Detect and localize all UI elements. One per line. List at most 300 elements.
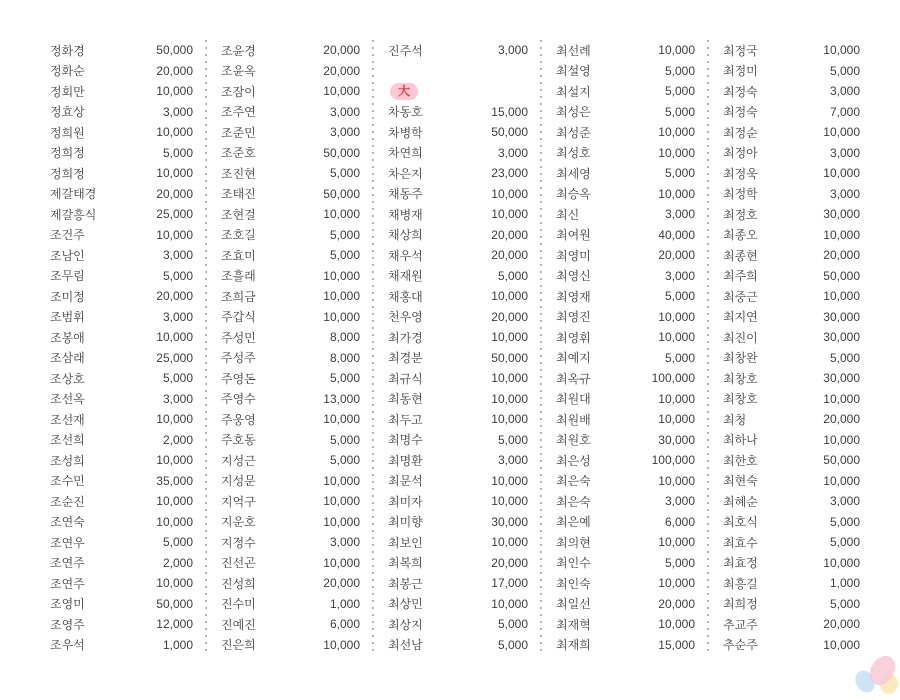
donation-amount: 5,000 bbox=[829, 350, 860, 365]
table-row bbox=[40, 471, 205, 492]
donor-name: 채우석 bbox=[388, 248, 423, 263]
donation-amount: 10,000 bbox=[156, 84, 193, 99]
table-row bbox=[707, 573, 872, 594]
donation-amount: 10,000 bbox=[156, 453, 193, 468]
donation-amount: 10,000 bbox=[823, 43, 860, 58]
donation-table bbox=[40, 40, 872, 655]
donation-amount: 10,000 bbox=[491, 412, 528, 427]
donor-name: 최동현 bbox=[388, 392, 423, 407]
donation-amount: 50,000 bbox=[491, 125, 528, 140]
ledger-column-3 bbox=[372, 40, 540, 655]
donor-name: 최인수 bbox=[556, 556, 591, 571]
table-row bbox=[205, 204, 372, 225]
donor-name: 최정숙 bbox=[723, 105, 758, 120]
donation-amount: 20,000 bbox=[658, 596, 695, 611]
table-row bbox=[40, 491, 205, 512]
donation-amount: 5,000 bbox=[664, 104, 695, 119]
donation-amount: 3,000 bbox=[497, 43, 528, 58]
table-row bbox=[372, 594, 540, 615]
donor-name: 정희원 bbox=[50, 125, 85, 140]
donor-name: 최선남 bbox=[388, 638, 423, 653]
donation-amount: 10,000 bbox=[156, 494, 193, 509]
table-row bbox=[205, 573, 372, 594]
table-row bbox=[205, 512, 372, 533]
table-row bbox=[40, 102, 205, 123]
donor-name: 최상민 bbox=[388, 597, 423, 612]
donor-name: 최청 bbox=[723, 412, 747, 427]
table-row bbox=[540, 122, 707, 143]
table-row bbox=[707, 430, 872, 451]
table-row bbox=[40, 225, 205, 246]
donor-name: 최은예 bbox=[556, 515, 591, 530]
table-row bbox=[205, 635, 372, 656]
donor-name: 주갑식 bbox=[221, 310, 256, 325]
donation-amount: 20,000 bbox=[323, 576, 360, 591]
table-row bbox=[372, 389, 540, 410]
donation-amount: 10,000 bbox=[491, 186, 528, 201]
donor-name: 최경분 bbox=[388, 351, 423, 366]
table-row bbox=[540, 614, 707, 635]
donation-amount: 20,000 bbox=[491, 227, 528, 242]
table-row bbox=[540, 40, 707, 61]
table-row bbox=[40, 143, 205, 164]
column-separator-dotted bbox=[707, 40, 709, 655]
donation-amount: 30,000 bbox=[658, 432, 695, 447]
donation-amount: 5,000 bbox=[664, 555, 695, 570]
donation-amount: 10,000 bbox=[491, 289, 528, 304]
donation-amount: 5,000 bbox=[497, 268, 528, 283]
donor-name: 정희정 bbox=[50, 166, 85, 181]
donor-name: 조진현 bbox=[221, 166, 256, 181]
table-row bbox=[540, 61, 707, 82]
donor-name: 조수민 bbox=[50, 474, 85, 489]
donor-name: 최정숙 bbox=[723, 84, 758, 99]
table-row bbox=[40, 430, 205, 451]
donation-amount: 100,000 bbox=[651, 453, 695, 468]
donor-name: 최성호 bbox=[556, 146, 591, 161]
donor-name: 정화경 bbox=[50, 43, 85, 58]
table-row bbox=[707, 348, 872, 369]
table-row bbox=[372, 204, 540, 225]
donation-amount: 10,000 bbox=[823, 391, 860, 406]
table-row bbox=[40, 573, 205, 594]
donor-name: 조성희 bbox=[50, 453, 85, 468]
donation-amount: 17,000 bbox=[491, 576, 528, 591]
donation-amount: 5,000 bbox=[664, 63, 695, 78]
donor-name: 조연주 bbox=[50, 576, 85, 591]
donation-amount: 10,000 bbox=[658, 391, 695, 406]
donation-amount: 20,000 bbox=[323, 43, 360, 58]
donor-name: 최미자 bbox=[388, 494, 423, 509]
table-row bbox=[372, 614, 540, 635]
donor-name: 채상희 bbox=[388, 228, 423, 243]
donor-name: 조연주 bbox=[50, 556, 85, 571]
ledger-column-5 bbox=[707, 40, 872, 655]
donation-amount: 10,000 bbox=[156, 412, 193, 427]
donation-amount: 10,000 bbox=[323, 555, 360, 570]
donation-amount: 5,000 bbox=[664, 166, 695, 181]
table-row bbox=[205, 553, 372, 574]
donor-name: 지운호 bbox=[221, 515, 256, 530]
table-row bbox=[540, 532, 707, 553]
table-row bbox=[540, 450, 707, 471]
donation-amount: 10,000 bbox=[156, 227, 193, 242]
donor-name: 최재희 bbox=[556, 638, 591, 653]
donation-amount: 20,000 bbox=[823, 412, 860, 427]
donation-amount: 10,000 bbox=[823, 166, 860, 181]
donor-name: 채재원 bbox=[388, 269, 423, 284]
donor-name: 최영진 bbox=[556, 310, 591, 325]
donation-amount: 10,000 bbox=[491, 596, 528, 611]
table-row bbox=[540, 81, 707, 102]
donation-amount: 5,000 bbox=[664, 84, 695, 99]
donor-name: 조선희 bbox=[50, 433, 85, 448]
table-row bbox=[40, 614, 205, 635]
donation-amount: 10,000 bbox=[823, 432, 860, 447]
table-row bbox=[707, 327, 872, 348]
donation-amount: 30,000 bbox=[823, 371, 860, 386]
donation-amount: 15,000 bbox=[491, 104, 528, 119]
donor-name: 제갈태경 bbox=[50, 187, 97, 202]
donor-name: 최정호 bbox=[723, 207, 758, 222]
donation-amount: 50,000 bbox=[323, 186, 360, 201]
donation-amount: 5,000 bbox=[329, 166, 360, 181]
donor-name: 지성근 bbox=[221, 453, 256, 468]
table-row bbox=[707, 40, 872, 61]
table-row bbox=[540, 327, 707, 348]
donation-amount: 3,000 bbox=[664, 207, 695, 222]
column-separator-dotted bbox=[205, 40, 207, 655]
table-row bbox=[707, 122, 872, 143]
table-row bbox=[540, 635, 707, 656]
table-row bbox=[372, 491, 540, 512]
donor-name: 최호식 bbox=[723, 515, 758, 530]
donor-name: 주성주 bbox=[221, 351, 256, 366]
donation-amount: 10,000 bbox=[658, 412, 695, 427]
donor-name: 최선례 bbox=[556, 43, 591, 58]
table-row bbox=[205, 245, 372, 266]
donation-amount: 1,000 bbox=[829, 576, 860, 591]
donation-amount: 5,000 bbox=[329, 432, 360, 447]
donor-name: 최원대 bbox=[556, 392, 591, 407]
donor-name: 조윤경 bbox=[221, 43, 256, 58]
donation-amount: 10,000 bbox=[491, 330, 528, 345]
donation-amount: 5,000 bbox=[329, 227, 360, 242]
donor-name: 최창호 bbox=[723, 371, 758, 386]
donation-amount: 8,000 bbox=[329, 350, 360, 365]
table-row bbox=[40, 348, 205, 369]
donation-amount: 10,000 bbox=[323, 289, 360, 304]
table-row bbox=[205, 102, 372, 123]
donation-amount: 10,000 bbox=[323, 514, 360, 529]
donor-name: 최일선 bbox=[556, 597, 591, 612]
donor-name: 조선옥 bbox=[50, 392, 85, 407]
donor-name: 최두고 bbox=[388, 412, 423, 427]
donor-name bbox=[372, 83, 474, 100]
donor-name: 정효상 bbox=[50, 105, 85, 120]
donation-amount: 6,000 bbox=[664, 514, 695, 529]
table-row bbox=[707, 143, 872, 164]
table-row bbox=[707, 184, 872, 205]
donation-amount: 3,000 bbox=[329, 535, 360, 550]
donation-amount: 3,000 bbox=[329, 125, 360, 140]
donation-amount: 5,000 bbox=[497, 637, 528, 652]
donation-amount: 5,000 bbox=[497, 432, 528, 447]
table-row bbox=[40, 286, 205, 307]
donor-name: 최옥규 bbox=[556, 371, 591, 386]
donation-amount: 10,000 bbox=[823, 227, 860, 242]
table-row bbox=[540, 245, 707, 266]
donor-name: 최원배 bbox=[556, 412, 591, 427]
donation-amount: 10,000 bbox=[658, 145, 695, 160]
donation-amount: 10,000 bbox=[156, 125, 193, 140]
table-row bbox=[707, 204, 872, 225]
table-row bbox=[205, 368, 372, 389]
table-row bbox=[372, 327, 540, 348]
table-row bbox=[540, 204, 707, 225]
donation-amount: 5,000 bbox=[329, 371, 360, 386]
donation-amount: 10,000 bbox=[658, 43, 695, 58]
table-row bbox=[707, 81, 872, 102]
table-row bbox=[540, 491, 707, 512]
table-row bbox=[205, 225, 372, 246]
donation-amount: 50,000 bbox=[823, 453, 860, 468]
donor-name: 최효정 bbox=[723, 556, 758, 571]
donation-amount: 10,000 bbox=[323, 637, 360, 652]
donor-name: 채홍대 bbox=[388, 289, 423, 304]
table-row bbox=[372, 266, 540, 287]
donation-amount: 10,000 bbox=[823, 125, 860, 140]
donor-name: 최세영 bbox=[556, 166, 591, 181]
donor-name: 차병학 bbox=[388, 125, 423, 140]
donation-amount: 5,000 bbox=[829, 514, 860, 529]
table-row bbox=[372, 40, 540, 61]
donor-name: 조효미 bbox=[221, 248, 256, 263]
donor-name: 조건주 bbox=[50, 228, 85, 243]
donation-amount: 50,000 bbox=[823, 268, 860, 283]
donor-name: 조흘래 bbox=[221, 269, 256, 284]
donor-name: 최영미 bbox=[556, 248, 591, 263]
donation-amount: 20,000 bbox=[658, 248, 695, 263]
donor-name: 천우영 bbox=[388, 310, 423, 325]
table-row bbox=[205, 471, 372, 492]
donation-amount: 3,000 bbox=[664, 268, 695, 283]
donation-amount: 10,000 bbox=[323, 84, 360, 99]
donation-amount: 35,000 bbox=[156, 473, 193, 488]
donation-amount: 3,000 bbox=[664, 494, 695, 509]
donor-name: 채동주 bbox=[388, 187, 423, 202]
donation-amount: 5,000 bbox=[829, 63, 860, 78]
table-row bbox=[372, 532, 540, 553]
donation-amount: 10,000 bbox=[156, 576, 193, 591]
donor-name: 정희정 bbox=[50, 146, 85, 161]
donor-name: 최보인 bbox=[388, 535, 423, 550]
donation-amount: 3,000 bbox=[162, 309, 193, 324]
donor-name: 최규식 bbox=[388, 371, 423, 386]
donor-name: 조우석 bbox=[50, 638, 85, 653]
donation-amount: 10,000 bbox=[156, 514, 193, 529]
table-row bbox=[372, 225, 540, 246]
donation-amount: 20,000 bbox=[823, 248, 860, 263]
donor-name: 조영미 bbox=[50, 597, 85, 612]
table-row bbox=[205, 450, 372, 471]
donation-amount: 30,000 bbox=[823, 207, 860, 222]
donor-name: 최재혁 bbox=[556, 617, 591, 632]
table-row bbox=[707, 409, 872, 430]
table-row bbox=[205, 409, 372, 430]
donation-amount: 10,000 bbox=[823, 289, 860, 304]
table-row bbox=[205, 81, 372, 102]
donor-name: 최주희 bbox=[723, 269, 758, 284]
donor-name: 조호길 bbox=[221, 228, 256, 243]
donor-name: 조현걸 bbox=[221, 207, 256, 222]
donor-name: 조미정 bbox=[50, 289, 85, 304]
table-row bbox=[707, 225, 872, 246]
donation-amount: 12,000 bbox=[156, 617, 193, 632]
donor-name: 진은희 bbox=[221, 638, 256, 653]
donation-amount: 10,000 bbox=[658, 330, 695, 345]
donation-amount: 10,000 bbox=[156, 166, 193, 181]
donation-amount: 5,000 bbox=[664, 350, 695, 365]
donation-amount: 5,000 bbox=[329, 453, 360, 468]
donor-name: 진선곤 bbox=[221, 556, 256, 571]
donation-amount: 3,000 bbox=[829, 186, 860, 201]
table-row bbox=[205, 61, 372, 82]
table-row bbox=[205, 430, 372, 451]
donation-amount: 10,000 bbox=[823, 555, 860, 570]
table-row bbox=[40, 409, 205, 430]
table-row bbox=[707, 266, 872, 287]
donor-name: 진주석 bbox=[388, 43, 423, 58]
table-row bbox=[707, 389, 872, 410]
table-row bbox=[707, 594, 872, 615]
donor-name: 최여원 bbox=[556, 228, 591, 243]
donor-name: 조윤옥 bbox=[221, 64, 256, 79]
table-row bbox=[40, 553, 205, 574]
table-row bbox=[707, 307, 872, 328]
donation-amount: 10,000 bbox=[323, 412, 360, 427]
donor-name: 최희정 bbox=[723, 597, 758, 612]
donor-name: 차동호 bbox=[388, 105, 423, 120]
donation-amount: 50,000 bbox=[156, 43, 193, 58]
table-row bbox=[205, 614, 372, 635]
donation-amount: 20,000 bbox=[491, 248, 528, 263]
donation-amount: 10,000 bbox=[658, 535, 695, 550]
donor-name: 최명수 bbox=[388, 433, 423, 448]
table-row bbox=[205, 163, 372, 184]
donation-amount: 5,000 bbox=[162, 371, 193, 386]
table-row bbox=[372, 450, 540, 471]
column-separator-dotted bbox=[372, 40, 374, 655]
donation-amount: 10,000 bbox=[658, 186, 695, 201]
donation-amount: 100,000 bbox=[651, 371, 695, 386]
donation-amount: 10,000 bbox=[491, 473, 528, 488]
ledger-column-4 bbox=[540, 40, 707, 655]
table-row bbox=[540, 430, 707, 451]
donor-name: 주성민 bbox=[221, 330, 256, 345]
table-row bbox=[40, 204, 205, 225]
donation-amount: 6,000 bbox=[329, 617, 360, 632]
donor-name: 최정욱 bbox=[723, 166, 758, 181]
table-row bbox=[707, 512, 872, 533]
table-row bbox=[372, 102, 540, 123]
donation-amount: 10,000 bbox=[491, 207, 528, 222]
table-row bbox=[540, 594, 707, 615]
table-row bbox=[205, 327, 372, 348]
donor-name: 주영수 bbox=[221, 392, 256, 407]
donor-name: 조상호 bbox=[50, 371, 85, 386]
donor-name: 조희금 bbox=[221, 289, 256, 304]
donation-amount: 3,000 bbox=[497, 453, 528, 468]
table-row bbox=[540, 286, 707, 307]
donation-amount: 3,000 bbox=[829, 145, 860, 160]
table-row bbox=[40, 512, 205, 533]
donor-name: 지정수 bbox=[221, 535, 256, 550]
donor-name: 최혜순 bbox=[723, 494, 758, 509]
donation-amount: 50,000 bbox=[156, 596, 193, 611]
donor-name: 조잠이 bbox=[221, 84, 256, 99]
donor-name: 채병재 bbox=[388, 207, 423, 222]
dae-badge: 大 bbox=[390, 83, 418, 100]
donation-amount: 5,000 bbox=[664, 289, 695, 304]
table-row bbox=[205, 532, 372, 553]
table-row bbox=[707, 368, 872, 389]
donor-name: 조연우 bbox=[50, 535, 85, 550]
donor-name: 최종현 bbox=[723, 248, 758, 263]
table-row bbox=[540, 389, 707, 410]
table-row bbox=[707, 471, 872, 492]
donor-name: 최하나 bbox=[723, 433, 758, 448]
donation-amount: 10,000 bbox=[323, 473, 360, 488]
table-row bbox=[205, 143, 372, 164]
table-row bbox=[372, 307, 540, 328]
donor-name: 최의현 bbox=[556, 535, 591, 550]
table-row bbox=[372, 471, 540, 492]
donor-name: 진성희 bbox=[221, 576, 256, 591]
donor-name: 조준호 bbox=[221, 146, 256, 161]
donation-amount: 10,000 bbox=[658, 309, 695, 324]
donation-amount: 25,000 bbox=[156, 207, 193, 222]
table-row bbox=[707, 532, 872, 553]
table-row bbox=[205, 594, 372, 615]
donation-amount: 3,000 bbox=[829, 84, 860, 99]
table-row bbox=[40, 266, 205, 287]
column-separator-dotted bbox=[540, 40, 542, 655]
donation-amount: 3,000 bbox=[329, 104, 360, 119]
donor-name: 최인숙 bbox=[556, 576, 591, 591]
donation-amount: 50,000 bbox=[323, 145, 360, 160]
donor-name: 최문석 bbox=[388, 474, 423, 489]
donor-name: 최설지 bbox=[556, 84, 591, 99]
donor-name: 최승옥 bbox=[556, 187, 591, 202]
table-row bbox=[372, 430, 540, 451]
table-row bbox=[205, 122, 372, 143]
donor-name: 조태진 bbox=[221, 187, 256, 202]
table-row bbox=[372, 368, 540, 389]
donor-name: 지성문 bbox=[221, 474, 256, 489]
donor-name: 진예진 bbox=[221, 617, 256, 632]
donor-name: 최종오 bbox=[723, 228, 758, 243]
donation-amount: 30,000 bbox=[823, 309, 860, 324]
donor-name: 최효수 bbox=[723, 535, 758, 550]
table-row bbox=[372, 81, 540, 102]
donor-name: 최명환 bbox=[388, 453, 423, 468]
table-row bbox=[372, 409, 540, 430]
table-row bbox=[372, 184, 540, 205]
donation-amount: 8,000 bbox=[329, 330, 360, 345]
table-row bbox=[40, 163, 205, 184]
donation-amount: 30,000 bbox=[823, 330, 860, 345]
